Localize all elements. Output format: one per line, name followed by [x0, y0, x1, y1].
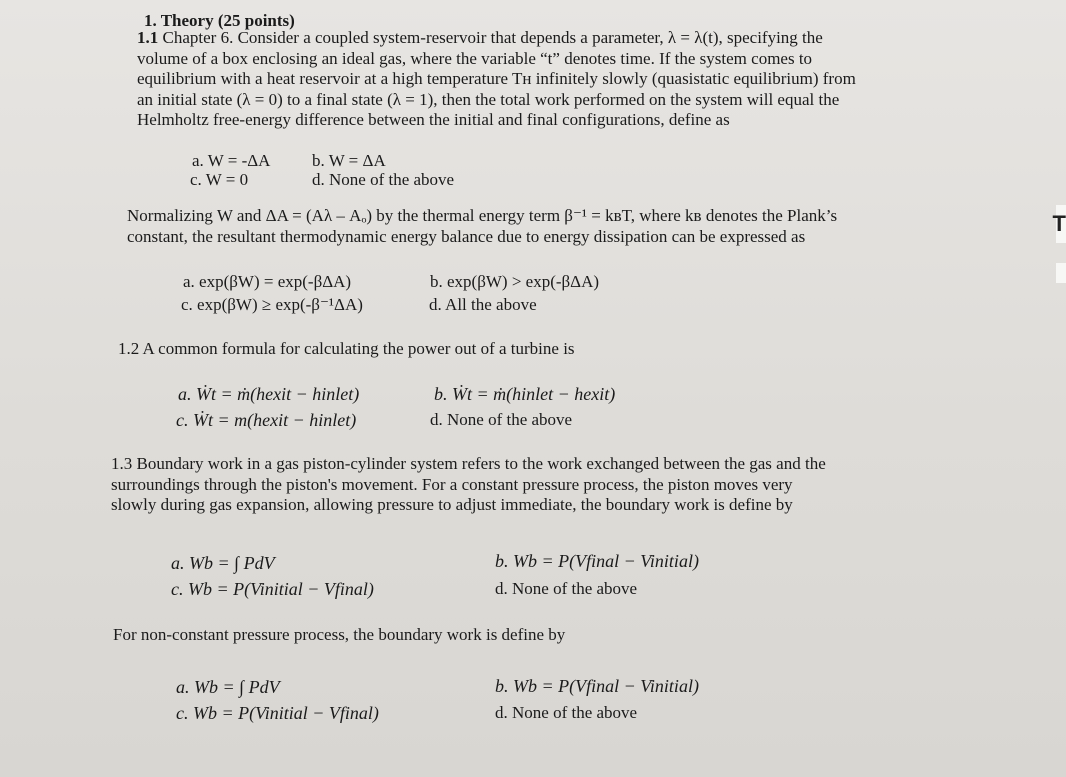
option-d: d. None of the above [312, 170, 455, 189]
section-title: 1. Theory (25 points) [144, 11, 295, 30]
option-a: a. exp(βW) = exp(-βΔA) [183, 272, 352, 291]
option-b: b. W = ΔA [312, 151, 386, 170]
question-1-3-text: 1.3 Boundary work in a gas piston-cylinder system refers to the work exchanged between the gas and the surroundings through the piston's movement. For a constant pressure process, the piston moves very slowly during gas expansion, allowing pressure to adjust immediate, the boundary work is define by [111, 454, 826, 514]
question-1-1-followup-text: Normalizing W and ΔA = (Aλ – Aₒ) by the thermal energy term β⁻¹ = kʙT, where kʙ denotes the Plank’s constant, the resultant thermodynamic energy balance due to energy dissipation can be expressed as [127, 206, 838, 246]
option-a: a. Wb = ∫ PdV [171, 553, 275, 573]
option-c: c. exp(βW) ≥ exp(-β⁻¹ΔA) [181, 295, 363, 314]
option-b: b. Wb = P(Vfinal − Vinitial) [495, 551, 699, 571]
adjacent-page-edge [1056, 263, 1066, 283]
option-c: c. W = 0 [190, 170, 249, 189]
question-1-2-text: 1.2 A common formula for calculating the power out of a turbine is [118, 339, 575, 358]
option-d: d. None of the above [430, 410, 573, 429]
option-a: a. Ẇt = ṁ(hexit − hinlet) [178, 384, 360, 404]
option-a: a. Wb = ∫ PdV [176, 677, 280, 697]
option-d: d. All the above [429, 295, 537, 314]
option-c: c. Wb = P(Vinitial − Vfinal) [176, 703, 379, 723]
option-a: a. W = -ΔA [192, 151, 271, 170]
adjacent-page-letter: T [1052, 211, 1066, 236]
option-d: d. None of the above [495, 703, 638, 722]
option-c: c. Wb = P(Vinitial − Vfinal) [171, 579, 374, 599]
question-1-3-followup-text: For non-constant pressure process, the boundary work is define by [113, 625, 566, 644]
option-d: d. None of the above [495, 579, 638, 598]
option-b: b. exp(βW) > exp(-βΔA) [430, 272, 600, 291]
question-1-1-text: 1.1 Chapter 6. Consider a coupled system-reservoir that depends a parameter, λ = λ(t), specifying the volume of a box enclosing an ideal gas, where the variable “t” denotes time. If the system comes to equilibrium with a heat reservoir at a high temperature Tʜ infinitely slowly (quasistatic equilibrium) from an initial state (λ = 0) to a final state (λ = 1), then the total work performed on the system will equal the Helmholtz free-energy difference between the initial and final configurations, define as [137, 28, 856, 129]
option-c: c. Ẇt = m(hexit − hinlet) [176, 410, 357, 430]
question-number: 1.1 [137, 28, 159, 47]
option-b: b. Wb = P(Vfinal − Vinitial) [495, 676, 699, 696]
option-b: b. Ẇt = ṁ(hinlet − hexit) [434, 384, 616, 404]
